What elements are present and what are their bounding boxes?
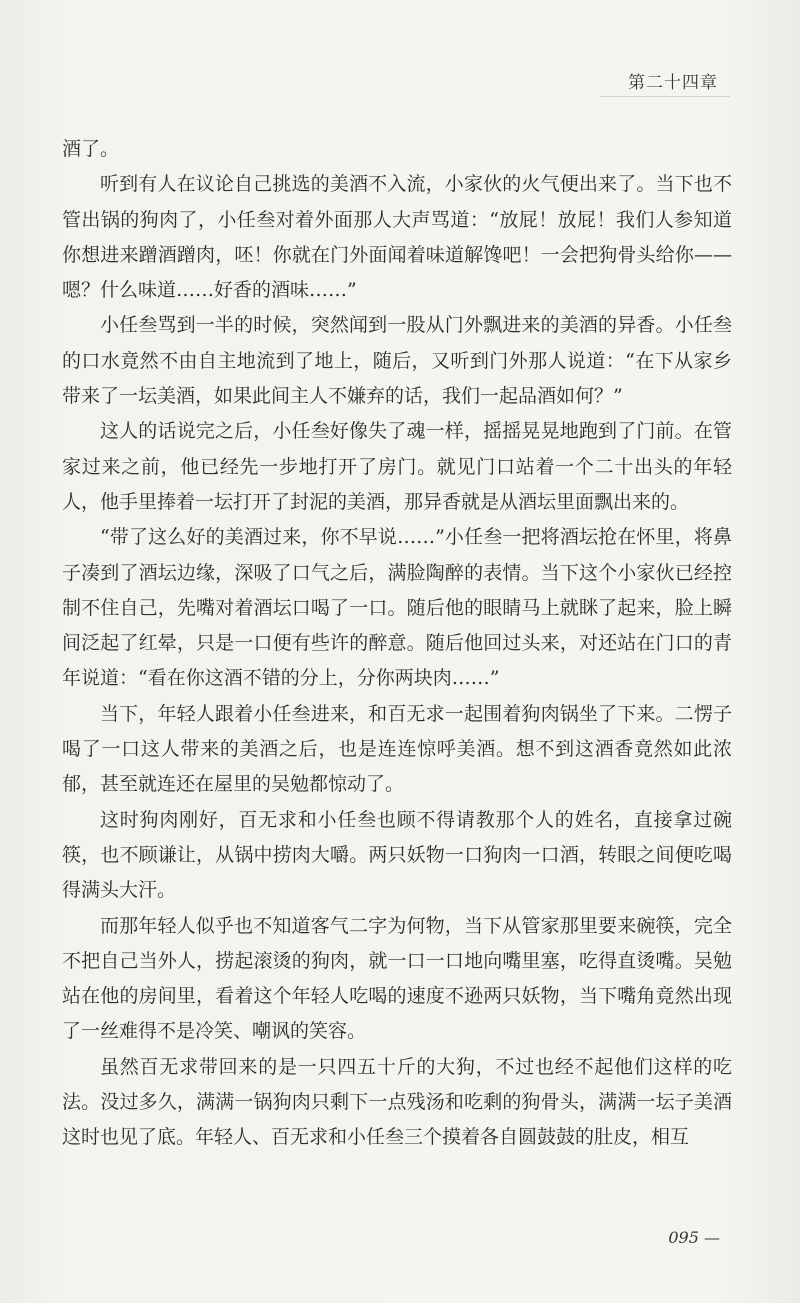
paragraph: 虽然百无求带回来的是一只四五十斤的大狗，不过也经不起他们这样的吃法。没过多久，满满一锅狗肉只剩下一点残汤和吃剩的狗骨头，满满一坛子美酒这时也见了底。年轻人、百无求和小任叁三个摸着各自圆鼓鼓的肚皮，相互 (62, 1055, 732, 1149)
paragraph: “带了这么好的美酒过来，你不早说……”小任叁一把将酒坛抢在怀里，将鼻子凑到了酒坛边缘，深吸了口气之后，满脸陶醉的表情。当下这个小家伙已经控制不住自己，先嘴对着酒坛口喝了一口。随后他的眼睛马上就眯了起来，脸上瞬间泛起了红晕，只是一口便有些许的醉意。随后他回过头来，对还站在门口的青年说道：“看在你这酒不错的分上，分你两块肉……” (62, 526, 732, 690)
paragraph: 酒了。 (62, 138, 120, 160)
paragraph: 小任叁骂到一半的时候，突然闻到一股从门外飘进来的美酒的异香。小任叁的口水竟然不由自主地流到了地上，随后，又听到门外那人说道：“在下从家乡带来了一坛美酒，如果此间主人不嫌弃的话，我们一起品酒如何？” (62, 314, 732, 408)
running-header: 第二十四章 (628, 73, 718, 93)
paragraph: 这时狗肉刚好，百无求和小任叁也顾不得请教那个人的姓名，直接拿过碗筷，也不顾谦让，从锅中捞肉大嚼。两只妖物一口狗肉一口酒，转眼之间便吃喝得满头大汗。 (62, 808, 732, 902)
header-rule (600, 96, 730, 97)
page-number: 095 — (668, 1228, 720, 1247)
body-text (62, 132, 732, 1156)
paragraph: 这人的话说完之后，小任叁好像失了魂一样，摇摇晃晃地跑到了门前。在管家过来之前，他已经先一步地打开了房门。就见门口站着一个二十出头的年轻人，他手里捧着一坛打开了封泥的美酒，那异香就是从酒坛里面飘出来的。 (62, 420, 732, 513)
paragraph: 当下，年轻人跟着小任叁进来，和百无求一起围着狗肉锅坐了下来。二愣子喝了一口这人带来的美酒之后，也是连连惊呼美酒。想不到这酒香竟然如此浓郁，甚至就连还在屋里的吴勉都惊动了。 (62, 702, 732, 796)
paragraph: 而那年轻人似乎也不知道客气二字为何物，当下从管家那里要来碗筷，完全不把自己当外人，捞起滚烫的狗肉，就一口一口地向嘴里塞，吃得直烫嘴。吴勉站在他的房间里，看着这个年轻人吃喝的速度不逊两只妖物，当下嘴角竟然出现了一丝难得不是冷笑、嘲讽的笑容。 (62, 914, 732, 1043)
paragraph: 听到有人在议论自己挑选的美酒不入流，小家伙的火气便出来了。当下也不管出锅的狗肉了，小任叁对着外面那人大声骂道：“放屁！放屁！我们人参知道你想进来蹭酒蹭肉，呸！你就在门外面闻着味道解馋吧！一会把狗骨头给你——嗯？什么味道……好香的酒味……” (62, 173, 732, 302)
